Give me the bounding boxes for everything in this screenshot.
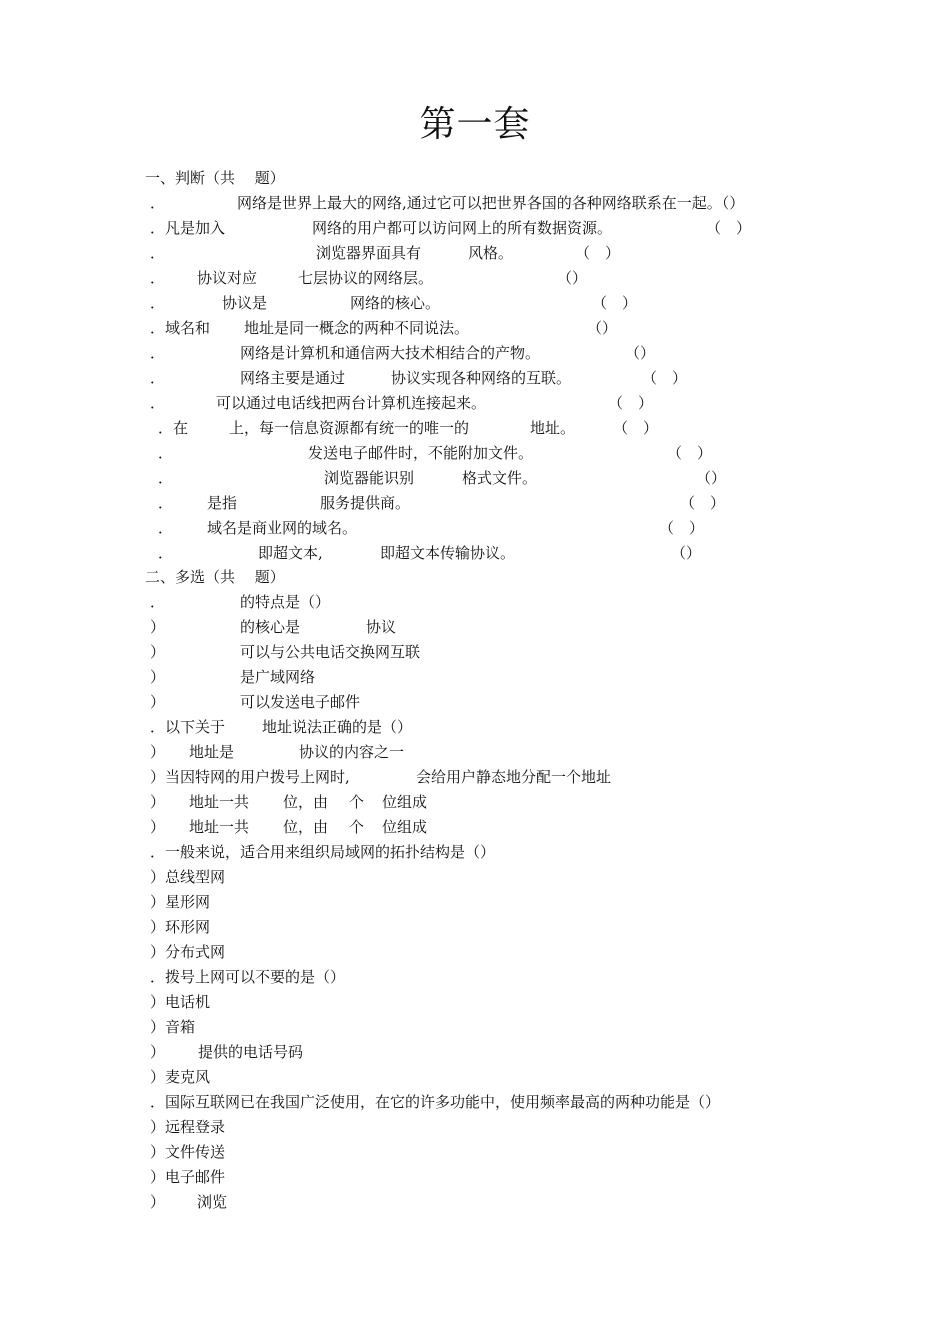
line-text-segment: 会给用户静态地分配一个地址 (416, 768, 612, 786)
line-text-segment: （ ） (667, 444, 713, 462)
option-line (0, 965, 950, 990)
line-text-segment: ．域名和 (150, 319, 211, 337)
line-text-segment: 格式文件。 (462, 469, 538, 487)
line-text-segment: 位，由 (283, 818, 329, 836)
line-text-segment: （ ） (642, 369, 688, 387)
question-line (0, 216, 950, 241)
line-text-segment: 服务提供商。 (320, 494, 411, 512)
question-line (0, 341, 950, 366)
line-text-segment: 地址一共 (189, 818, 250, 836)
line-text-segment: ．以下关于 (150, 718, 226, 736)
question-line (0, 291, 950, 316)
option-line (0, 790, 950, 815)
line-text-segment: ）当因特网的用户拨号上网时, (150, 768, 350, 786)
option-line (0, 1190, 950, 1215)
option-line (0, 615, 950, 640)
option-line (0, 1140, 950, 1165)
line-text-segment: ． (158, 519, 174, 537)
line-text-segment: （ ） (706, 219, 752, 237)
option-line (0, 765, 950, 790)
line-text-segment: ）环形网 (150, 918, 211, 936)
line-text-segment: ） (150, 1193, 166, 1211)
line-text-segment: 地址一共 (189, 793, 250, 811)
line-text-segment: 网络的核心。 (350, 294, 441, 312)
line-text-segment: ． (158, 444, 174, 462)
question-line (0, 266, 950, 291)
line-text-segment: 七层协议的网络层。 (298, 269, 434, 287)
line-text-segment: 地址。 (530, 419, 576, 437)
line-text-segment: （ ） (592, 294, 638, 312)
line-text-segment: ．拨号上网可以不要的是（） (150, 968, 346, 986)
line-text-segment: ．国际互联网已在我国广泛使用，在它的许多功能中，使用频率最高的两种功能是（） (150, 1093, 721, 1111)
line-text-segment: ． (150, 194, 166, 212)
line-text-segment: 可以通过电话线把两台计算机连接起来。 (216, 394, 487, 412)
line-text-segment: ）电子邮件 (150, 1168, 226, 1186)
line-text-segment: （） (557, 269, 588, 287)
line-text-segment: ． (158, 494, 174, 512)
line-text-segment: ） (150, 643, 166, 661)
line-text-segment: 即超文本传输协议。 (380, 544, 516, 562)
document-title: 第一套 (419, 104, 531, 145)
option-line (0, 1040, 950, 1065)
line-text-segment: 的核心是 (240, 618, 301, 636)
line-text-segment: ）音箱 (150, 1018, 196, 1036)
option-line (0, 890, 950, 915)
line-text-segment: 地址说法正确的是（） (262, 718, 413, 736)
line-text-segment: 网络是世界上最大的网络,通过它可以把世界各国的各种网络联系在一起。（） (237, 194, 745, 212)
line-text-segment: 浏览器能识别 (324, 469, 415, 487)
line-text-segment: ）星形网 (150, 893, 211, 911)
line-text-segment: 可以与公共电话交换网互联 (240, 643, 421, 661)
section-heading (0, 565, 950, 590)
line-text-segment: ． (150, 244, 166, 262)
line-text-segment: ． (150, 593, 166, 611)
question-line (0, 516, 950, 541)
line-text-segment: ）文件传送 (150, 1143, 226, 1161)
line-text-segment: （ ） (680, 494, 726, 512)
line-text-segment: 协议的内容之一 (299, 743, 405, 761)
line-text-segment: ． (150, 369, 166, 387)
line-text-segment: ） (150, 818, 166, 836)
line-text-segment: 提供的电话号码 (198, 1043, 304, 1061)
line-text-segment: （ ） (608, 394, 654, 412)
line-text-segment: 协议是 (222, 294, 268, 312)
section-heading-text: 一、判断（共 题） (145, 169, 285, 187)
line-text-segment: ．在 (158, 419, 189, 437)
line-text-segment: ）分布式网 (150, 943, 226, 961)
line-text-segment: 地址是 (189, 743, 235, 761)
option-line (0, 640, 950, 665)
line-text-segment: ） (150, 743, 166, 761)
line-text-segment: ． (158, 469, 174, 487)
option-line (0, 815, 950, 840)
question-line (0, 466, 950, 491)
line-text-segment: ． (150, 394, 166, 412)
line-text-segment: 网络的用户都可以访问网上的所有数据资源。 (312, 219, 613, 237)
line-text-segment: ）总线型网 (150, 868, 226, 886)
option-line (0, 1015, 950, 1040)
option-line (0, 865, 950, 890)
line-text-segment: 协议 (366, 618, 397, 636)
line-text-segment: ）电话机 (150, 993, 211, 1011)
line-text-segment: 协议对应 (197, 269, 258, 287)
option-line (0, 1115, 950, 1140)
question-line (0, 441, 950, 466)
line-text-segment: ）远程登录 (150, 1118, 226, 1136)
line-text-segment: （ ） (613, 419, 659, 437)
question-line (0, 541, 950, 566)
option-line (0, 690, 950, 715)
line-text-segment: 是指 (207, 494, 238, 512)
line-text-segment: 是广域网络 (240, 668, 316, 686)
line-text-segment: 个 (349, 818, 365, 836)
section-heading-text: 二、多选（共 题） (145, 568, 285, 586)
option-line (0, 590, 950, 615)
question-line (0, 491, 950, 516)
line-text-segment: ） (150, 1043, 166, 1061)
option-line (0, 915, 950, 940)
line-text-segment: ． (150, 294, 166, 312)
option-line (0, 940, 950, 965)
line-text-segment: ．凡是加入 (150, 219, 226, 237)
line-text-segment: （ ） (575, 244, 621, 262)
option-line (0, 990, 950, 1015)
question-line (0, 241, 950, 266)
line-text-segment: 位，由 (283, 793, 329, 811)
option-line (0, 1065, 950, 1090)
line-text-segment: 浏览 (197, 1193, 228, 1211)
line-text-segment: 即超文本, (258, 544, 323, 562)
line-text-segment: （） (671, 544, 702, 562)
line-text-segment: 网络主要是通过 (240, 369, 346, 387)
line-text-segment: 位组成 (382, 793, 428, 811)
question-line (0, 416, 950, 441)
line-text-segment: （） (587, 319, 618, 337)
question-line (0, 191, 950, 216)
line-text-segment: 的特点是（） (240, 593, 331, 611)
line-text-segment: 地址是同一概念的两种不同说法。 (244, 319, 470, 337)
option-line (0, 840, 950, 865)
line-text-segment: 网络是计算机和通信两大技术相结合的产物。 (240, 344, 541, 362)
line-text-segment: （） (696, 469, 727, 487)
line-text-segment: 协议实现各种网络的互联。 (391, 369, 572, 387)
line-text-segment: 浏览器界面具有 (316, 244, 422, 262)
line-text-segment: ） (150, 618, 166, 636)
option-line (0, 665, 950, 690)
question-line (0, 366, 950, 391)
line-text-segment: ） (150, 793, 166, 811)
line-text-segment: ．一般来说，适合用来组织局域网的拓扑结构是（） (150, 843, 496, 861)
line-text-segment: ． (150, 269, 166, 287)
line-text-segment: 发送电子邮件时，不能附加文件。 (308, 444, 534, 462)
line-text-segment: （ ） (659, 519, 705, 537)
line-text-segment: （） (625, 344, 656, 362)
line-text-segment: ） (150, 668, 166, 686)
line-text-segment: 个 (349, 793, 365, 811)
section-heading (0, 166, 950, 191)
line-text-segment: ． (150, 344, 166, 362)
line-text-segment: ． (158, 544, 174, 562)
option-line (0, 1090, 950, 1115)
question-line (0, 391, 950, 416)
question-line (0, 316, 950, 341)
line-text-segment: 上，每一信息资源都有统一的唯一的 (229, 419, 470, 437)
line-text-segment: 域名是商业网的域名。 (207, 519, 358, 537)
option-line (0, 715, 950, 740)
option-line (0, 1165, 950, 1190)
line-text-segment: ）麦克风 (150, 1068, 211, 1086)
line-text-segment: 位组成 (382, 818, 428, 836)
line-text-segment: 可以发送电子邮件 (240, 693, 361, 711)
option-line (0, 740, 950, 765)
line-text-segment: ） (150, 693, 166, 711)
line-text-segment: 风格。 (468, 244, 514, 262)
